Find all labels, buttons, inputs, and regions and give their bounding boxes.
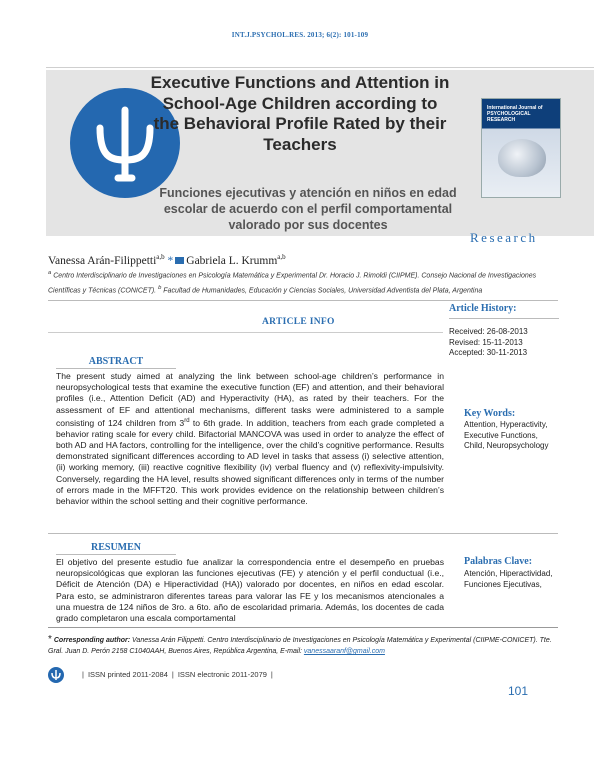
- author-affil-mark: a,b: [277, 253, 286, 261]
- divider: [48, 332, 443, 333]
- article-history: [449, 303, 559, 359]
- email-link[interactable]: vanessaaranf@gmail.com: [303, 648, 385, 655]
- author-name: Gabriela L. Krumm: [186, 254, 278, 267]
- corresponding-label: Corresponding author:: [53, 637, 131, 644]
- history-heading: Article History:: [449, 303, 517, 314]
- abstract-heading: ABSTRACT: [88, 356, 144, 367]
- author-affil-mark: a,b: [156, 253, 165, 261]
- abstract-section: [56, 356, 444, 507]
- corresponding-mark: *: [167, 254, 174, 267]
- article-subtitle: Funciones ejecutivas y atención en niños en edad escolar de acuerdo con el perfil comportamental valorado por sus docentes: [159, 186, 457, 232]
- divider: [56, 554, 176, 555]
- keywords-text: Attention, Hyperactivity, Executive Functions, Child, Neuropsychology: [464, 420, 549, 450]
- abstract-text: The present study aimed at analyzing the link between school-age children’s performance in neuropsychological tests that examine the executive function (EF) and attention, and their behavioral profiles (i.e., Attention Deficit (AD) and Hyperactivity (HA), as rated by their teachers. For the assessment of EF and attentional mechanisms, different tasks were administered to a sample consisting of 124 children from 3rd to 6th grade. In addition, teachers from each grade completed a behavior rating scale for every child. Bifactorial MANCOVA was used in order to analyze the effect of both AD and HA factors, controlling for the intelligence, over the child’s cognitive performance. Results demonstrated significant differences according to AD level in tasks that assess (i) selective attention, (ii) working memory, (iii) reactive cognitive flexibility (iv) verbal fluency and (v) reflexivity-impulsivity. Conversely, regarding the HA level, results showed significant differences only in terms of the number of errors made in the MFFT20. This work provides evidence on the relationship between children’s behavior within the school setting and their cognitive performance.: [56, 371, 444, 507]
- keywords: [464, 408, 559, 452]
- divider: [56, 368, 176, 369]
- palabras-heading: Palabras Clave:: [464, 556, 533, 567]
- affil-mark: a: [48, 270, 52, 276]
- corresponding-star: *: [48, 634, 52, 645]
- top-rule: [46, 67, 594, 68]
- divider: [48, 533, 558, 534]
- author-line: [48, 253, 286, 267]
- corresponding-author: [48, 634, 558, 657]
- affiliation-a: Centro Interdisciplinario de Investigaciones en Psicología Matemática y Experimental Dr. Horacio J. Rimoldi (CIIPME). Consejo Nacional de Investigaciones Científicas y Técnicas (CONICET).: [48, 272, 537, 295]
- divider: [48, 300, 558, 301]
- journal-cover-image: [481, 98, 561, 198]
- affil-mark: b: [158, 285, 162, 292]
- issn-line: | ISSN printed 2011-2084 | ISSN electronic 2011-2079 |: [82, 670, 273, 679]
- keywords-heading: Key Words:: [464, 408, 516, 419]
- resumen-text: El objetivo del presente estudio fue analizar la correspondencia entre el desempeño en pruebas neuropsicológicas que exploran las funciones ejecutivas (FE) y atención y el perfil conductual (i.e., Déficit de Atención (DA) e Hiperactividad (HA)) valorado por docentes, en niños en edad escolar. Para esto, se administraron diferentes tareas para valorar las FE y los mecanismos atencionales a una muestra de 124 niños de 3ro. a 6to. año de escolaridad primaria. Además, los docentes de cada grado completaron una escala comportamental: [56, 557, 444, 624]
- brain-image: [498, 139, 546, 177]
- mail-icon[interactable]: [175, 257, 184, 264]
- palabras-text: Atención, Hiperactividad, Funciones Ejecutivas,: [464, 569, 553, 589]
- resumen-section: [56, 542, 444, 624]
- divider: [449, 318, 559, 319]
- divider: [48, 627, 558, 628]
- issn-electronic: ISSN electronic 2011-2079: [177, 670, 267, 679]
- palabras-clave: [464, 556, 559, 590]
- affiliation-b: Facultad de Humanidades, Educación y Ciencias Sociales, Universidad Adventista del Plata, Argentina: [163, 287, 483, 295]
- page-number: 101: [508, 684, 529, 698]
- cover-title: International Journal of PSYCHOLOGICAL RESEARCH: [487, 105, 543, 123]
- accepted-date: Accepted: 30-11-2013: [449, 348, 528, 357]
- article-info-heading: ARTICLE INFO: [262, 317, 335, 327]
- author-name: Vanessa Arán-Filippetti: [48, 254, 157, 267]
- footer-logo-icon: [48, 667, 64, 683]
- affiliations: [48, 267, 558, 298]
- resumen-heading: RESUMEN: [90, 542, 141, 553]
- section-label: Research: [470, 230, 538, 245]
- corresponding-text: Vanessa Arán Filippetti. Centro Interdisciplinario de Investigaciones en Psicología Matemática y Experimental (CIIPME-CONICET). Tte. Gral. Juan D. Perón 2158 C1040AAH, Buenos Aires, República Argentina, E-mail:: [48, 637, 552, 655]
- revised-date: Revised: 15-11-2013: [449, 337, 523, 347]
- issn-print: ISSN printed 2011-2084: [87, 670, 168, 679]
- article-title: Executive Functions and Attention in School-Age Children according to the Behavioral Profile Rated by their Teachers: [150, 73, 450, 154]
- received-date: Received: 26-08-2013: [449, 327, 528, 336]
- journal-reference: INT.J.PSYCHOL.RES. 2013; 6(2): 101-109: [231, 31, 369, 39]
